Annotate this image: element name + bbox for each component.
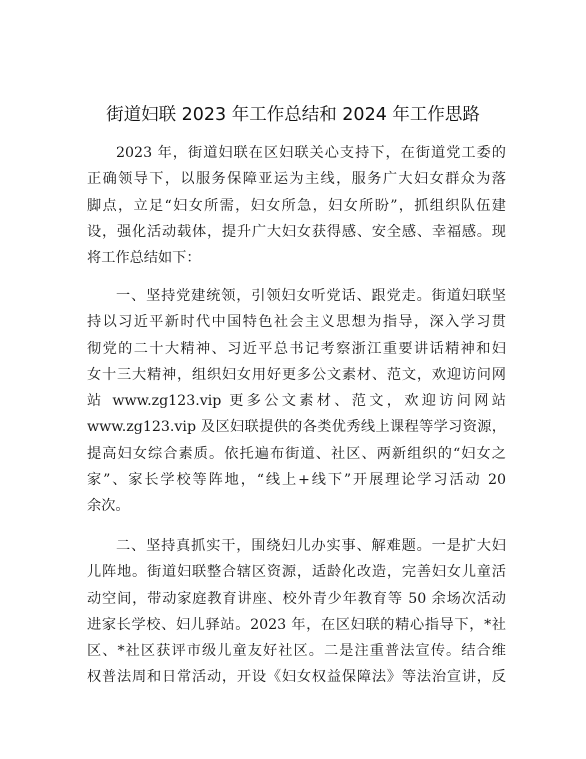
text-line: 动空间，带动家庭教育讲座、校外青少年教育等 50 余场次活动 — [87, 590, 506, 607]
text-line: 脚点，立足“妇女所需，妇女所急，妇女所盼”，抓组织队伍建 — [87, 197, 506, 214]
text-line: 女十三大精神，组织妇女用好更多公文素材、范文，欢迎访问网 — [87, 366, 506, 383]
text-line: 余次。 — [87, 498, 130, 515]
text-line: 进家长学校、妇儿驿站。2023 年，在区妇联的精心指导下，*社 — [87, 616, 506, 633]
text-line: 持以习近平新时代中国特色社会主义思想为指导，深入学习贯 — [87, 314, 506, 331]
text-line: 二、坚持真抓实干，围绕妇儿办实事、解难题。一是扩大妇 — [116, 538, 506, 554]
paragraph-section-two — [87, 533, 506, 691]
text-line: 提高妇女综合素质。依托遍布街道、社区、两新组织的“妇女之 — [87, 445, 506, 462]
text-line: 儿阵地。街道妇联整合辖区资源，适龄化改造，完善妇女儿童活 — [87, 564, 506, 581]
document-title: 街道妇联 2023 年工作总结和 2024 年工作思路 — [106, 105, 480, 125]
text-line: 将工作总结如下： — [87, 250, 201, 267]
paragraph-intro — [87, 140, 506, 271]
text-line: 2023 年，街道妇联在区妇联关心支持下，在街道党工委的 — [116, 145, 506, 161]
text-line: 彻党的二十大精神、习近平总书记考察浙江重要讲话精神和妇 — [87, 340, 506, 357]
text-line: 一、坚持党建统领，引领妇女听党话、跟党走。街道妇联坚 — [116, 288, 506, 304]
text-line: 权普法周和日常活动，开设《妇女权益保障法》等法治宣讲，反 — [87, 669, 506, 686]
text-line: www.zg123.vip 及区妇联提供的各类优秀线上课程等学习资源， — [87, 419, 506, 436]
text-line: 设，强化活动载体，提升广大妇女获得感、安全感、幸福感。现 — [87, 223, 506, 240]
text-line: 站 www.zg123.vip 更多公文素材、范文，欢迎访问网站 — [87, 393, 506, 410]
text-line: 正确领导下，以服务保障亚运为主线，服务广大妇女群众为落 — [87, 171, 506, 188]
text-line: 家”、家长学校等阵地，“线上+线下”开展理论学习活动 20 — [87, 472, 506, 489]
text-line: 区、*社区获评市级儿童友好社区。二是注重普法宣传。结合维 — [87, 643, 506, 660]
paragraph-section-one — [87, 283, 506, 520]
